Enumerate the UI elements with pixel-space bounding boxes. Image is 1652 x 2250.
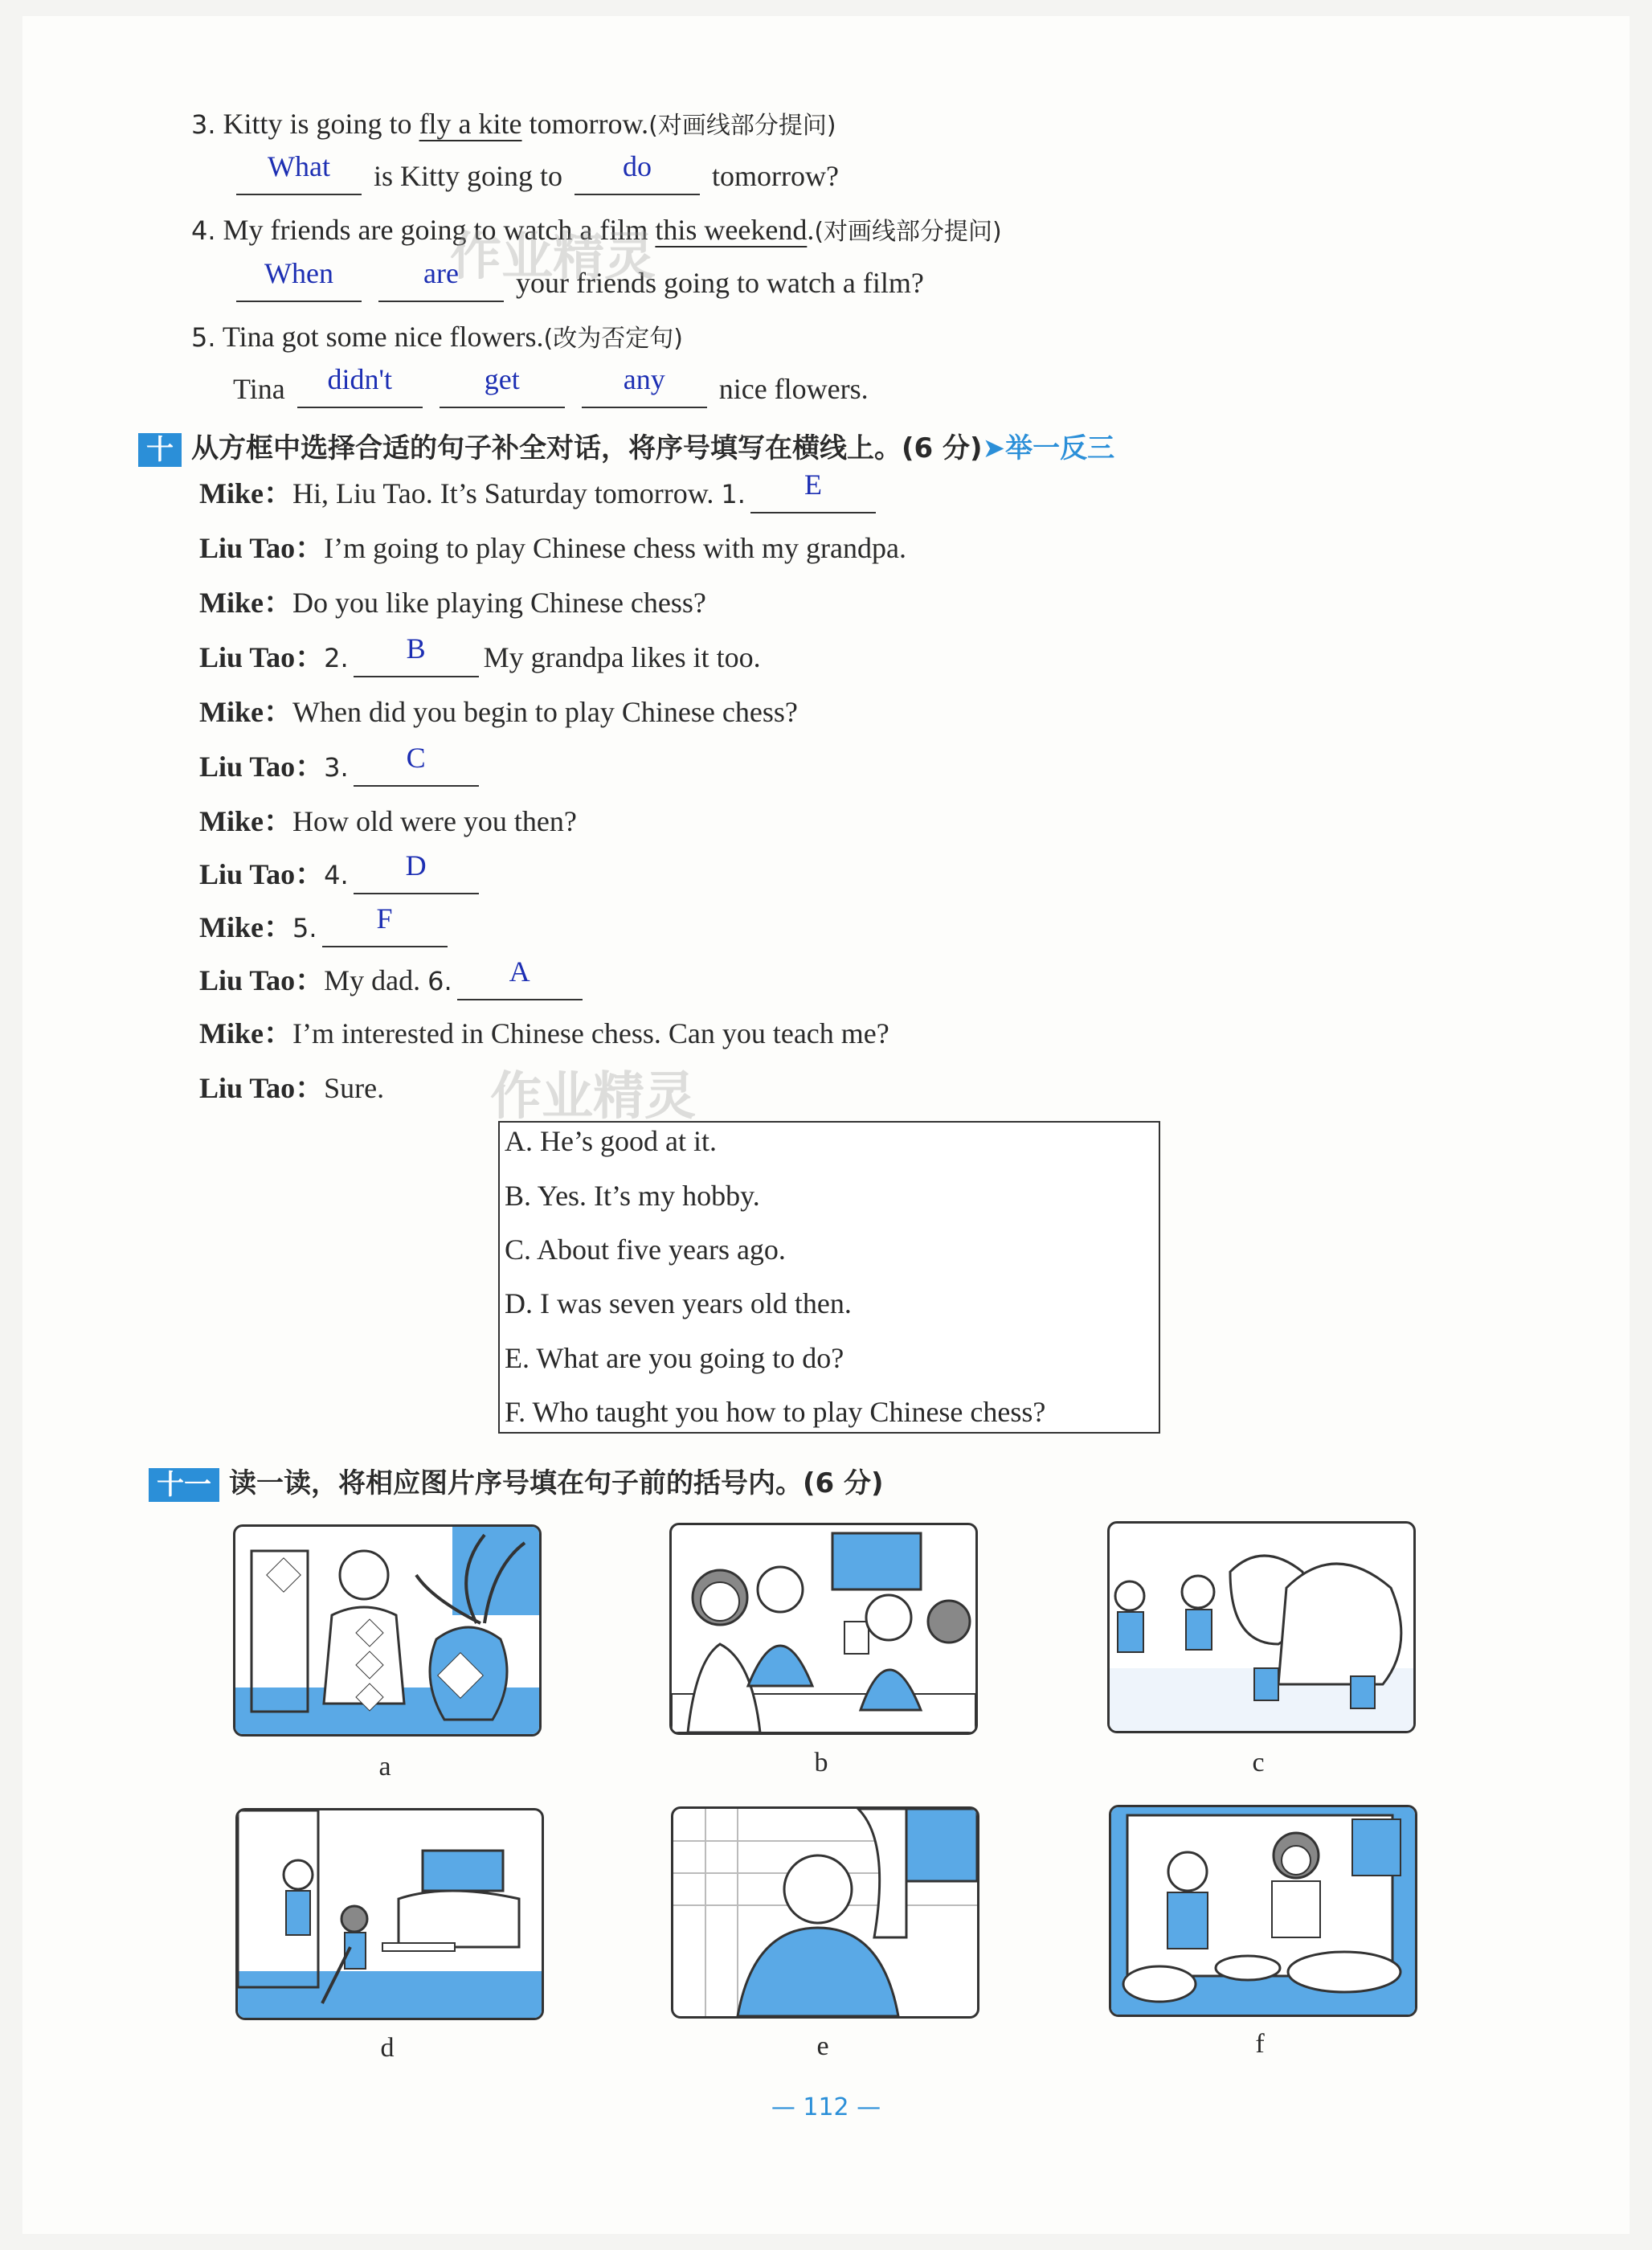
speaker-label: Mike：: [199, 805, 292, 837]
blank-number: 5.: [292, 913, 317, 943]
q4-post: .: [807, 214, 815, 246]
watermark-1: 作业精灵: [450, 227, 656, 287]
q3-number: 3.: [191, 109, 216, 140]
q4-end: your friends going to watch a film?: [516, 267, 924, 299]
caption-e: e: [816, 2031, 829, 2061]
speaker-label: Mike：: [199, 911, 292, 943]
watermark-2: 作业精灵: [490, 1067, 696, 1127]
option-a: A. He’s good at it.: [505, 1125, 717, 1157]
q5-line: [191, 317, 683, 358]
section10-title: 从方框中选择合适的句子补全对话，将序号填写在横线上。(6 分): [191, 432, 983, 464]
picture-c: [1107, 1521, 1416, 1733]
section10-heading: [138, 426, 1114, 467]
dialogue-line: [199, 583, 706, 622]
hanging-fu-illustration: [235, 1527, 539, 1734]
q4-answer-2: are: [423, 257, 459, 289]
dialogue-line: [199, 742, 484, 787]
answer-blank[interactable]: [457, 955, 583, 1000]
dialogue-line: [199, 1014, 889, 1053]
answer-blank[interactable]: [750, 468, 876, 513]
blank-number: 1.: [721, 479, 746, 509]
dialogue-line: [199, 802, 577, 841]
dialogue-line: [199, 693, 798, 731]
answer-letter: A: [509, 955, 530, 988]
dialogue-text: How old were you then?: [292, 805, 577, 837]
option-e: E. What are you going to do?: [505, 1342, 844, 1374]
q3-answer-1: What: [268, 150, 330, 182]
caption-a: a: [378, 1752, 391, 1782]
q5-answer-line: [233, 363, 869, 408]
section11-heading: [149, 1461, 884, 1502]
q3-underlined: fly a kite: [419, 108, 522, 140]
option-c: C. About five years ago.: [505, 1233, 786, 1266]
blank-number: 2.: [324, 643, 349, 673]
caption-c: c: [1252, 1748, 1265, 1778]
speaker-label: Mike：: [199, 1017, 292, 1049]
dialogue-line: [199, 529, 906, 567]
q4-answer-1: When: [264, 257, 333, 289]
q5-blank-1[interactable]: [297, 363, 423, 408]
q3-answer-line: [231, 150, 839, 195]
answer-letter: C: [406, 742, 426, 774]
options-box: [498, 1121, 1160, 1434]
q3-mid: is Kitty going to: [374, 160, 563, 192]
dialogue-line: [199, 468, 881, 513]
blank-number: 4.: [324, 860, 349, 890]
q3-answer-2: do: [623, 150, 652, 182]
option-d: D. I was seven years old then.: [505, 1287, 852, 1319]
q5-blank-3[interactable]: [582, 363, 707, 408]
q5-answer-3: any: [623, 363, 665, 395]
caption-f: f: [1255, 2029, 1265, 2059]
picture-a: [233, 1524, 542, 1737]
q5-answer-1: didn't: [327, 363, 392, 395]
q4-number: 4.: [191, 215, 216, 246]
picture-d: [235, 1808, 544, 2020]
q5-start: Tina: [233, 373, 285, 405]
dialogue-text: Do you like playing Chinese chess?: [292, 587, 706, 619]
q5-instruction: (改为否定句): [543, 325, 683, 353]
q3-pre: Kitty is going to: [223, 108, 412, 140]
answer-letter: D: [405, 849, 427, 882]
q4-blank-1[interactable]: [236, 257, 362, 302]
answer-blank[interactable]: [354, 849, 479, 894]
dialogue-line: [199, 1069, 384, 1107]
picture-b: [669, 1523, 978, 1735]
dialogue-line: [199, 955, 587, 1000]
speaker-label: Mike：: [199, 477, 292, 509]
q5-answer-2: get: [484, 363, 520, 395]
q4-underlined: this weekend: [655, 214, 808, 246]
speaker-label: Liu Tao：: [199, 532, 325, 564]
answer-blank[interactable]: [322, 902, 448, 947]
section10-tag: ➤举一反三: [982, 432, 1115, 464]
making-dumplings-illustration: [1111, 1807, 1415, 2015]
blank-number: 3.: [324, 752, 349, 783]
caption-b: b: [814, 1748, 828, 1778]
section11-badge: 十一: [149, 1468, 219, 1502]
dialogue-text: Sure.: [324, 1072, 385, 1104]
dialogue-text: I’m going to play Chinese chess with my grandpa.: [324, 532, 906, 564]
speaker-label: Liu Tao：: [199, 964, 325, 996]
speaker-label: Liu Tao：: [199, 1072, 325, 1104]
section10-badge: 十: [138, 433, 182, 467]
dialogue-text: My dad.: [324, 964, 421, 996]
answer-letter: F: [376, 902, 393, 935]
speaker-label: Liu Tao：: [199, 641, 325, 673]
q5-number: 5.: [191, 322, 216, 353]
blank-number: 6.: [427, 966, 452, 996]
caption-d: d: [380, 2033, 395, 2063]
speaker-label: Liu Tao：: [199, 858, 325, 890]
dialogue-text: I’m interested in Chinese chess. Can you teach me?: [292, 1017, 889, 1049]
q4-pre: My friends are going to watch a film: [223, 214, 648, 246]
q3-post: tomorrow.: [529, 108, 649, 140]
answer-blank[interactable]: [354, 632, 479, 677]
speaker-label: Liu Tao：: [199, 751, 325, 783]
q3-blank-2[interactable]: [575, 150, 700, 195]
dialogue-text: When did you begin to play Chinese chess?: [292, 696, 798, 728]
haircut-illustration: [673, 1809, 977, 2016]
section11-title: 读一读，将相应图片序号填在句子前的括号内。(6 分): [229, 1467, 884, 1499]
dialogue-line: [199, 849, 484, 894]
dialogue-line: [199, 902, 452, 947]
dialogue-text-after: My grandpa likes it too.: [483, 641, 761, 673]
answer-letter: B: [406, 632, 426, 665]
dialogue-text: Hi, Liu Tao. It’s Saturday tomorrow.: [292, 477, 714, 509]
picture-e: [671, 1806, 979, 2019]
q3-end: tomorrow?: [712, 160, 839, 192]
answer-letter: E: [804, 468, 822, 501]
lion-dance-illustration: [1110, 1524, 1413, 1731]
dialogue-line: [199, 632, 761, 677]
q5-sentence: Tina got some nice flowers.: [222, 321, 544, 353]
speaker-label: Mike：: [199, 696, 292, 728]
q5-end: nice flowers.: [718, 373, 869, 405]
q3-line: [191, 104, 836, 145]
speaker-label: Mike：: [199, 587, 292, 619]
q3-blank-1[interactable]: [236, 150, 362, 195]
q4-instruction: (对画线部分提问): [814, 218, 1002, 246]
option-f: F. Who taught you how to play Chinese chess?: [505, 1396, 1046, 1428]
q3-instruction: (对画线部分提问): [648, 112, 836, 140]
cleaning-house-illustration: [238, 1810, 542, 2018]
page-number: — 112 —: [771, 2093, 881, 2121]
q5-blank-2[interactable]: [440, 363, 565, 408]
answer-blank[interactable]: [354, 742, 479, 787]
family-photo-illustration: [672, 1525, 975, 1732]
option-b: B. Yes. It’s my hobby.: [505, 1180, 760, 1212]
picture-f: [1109, 1805, 1417, 2017]
